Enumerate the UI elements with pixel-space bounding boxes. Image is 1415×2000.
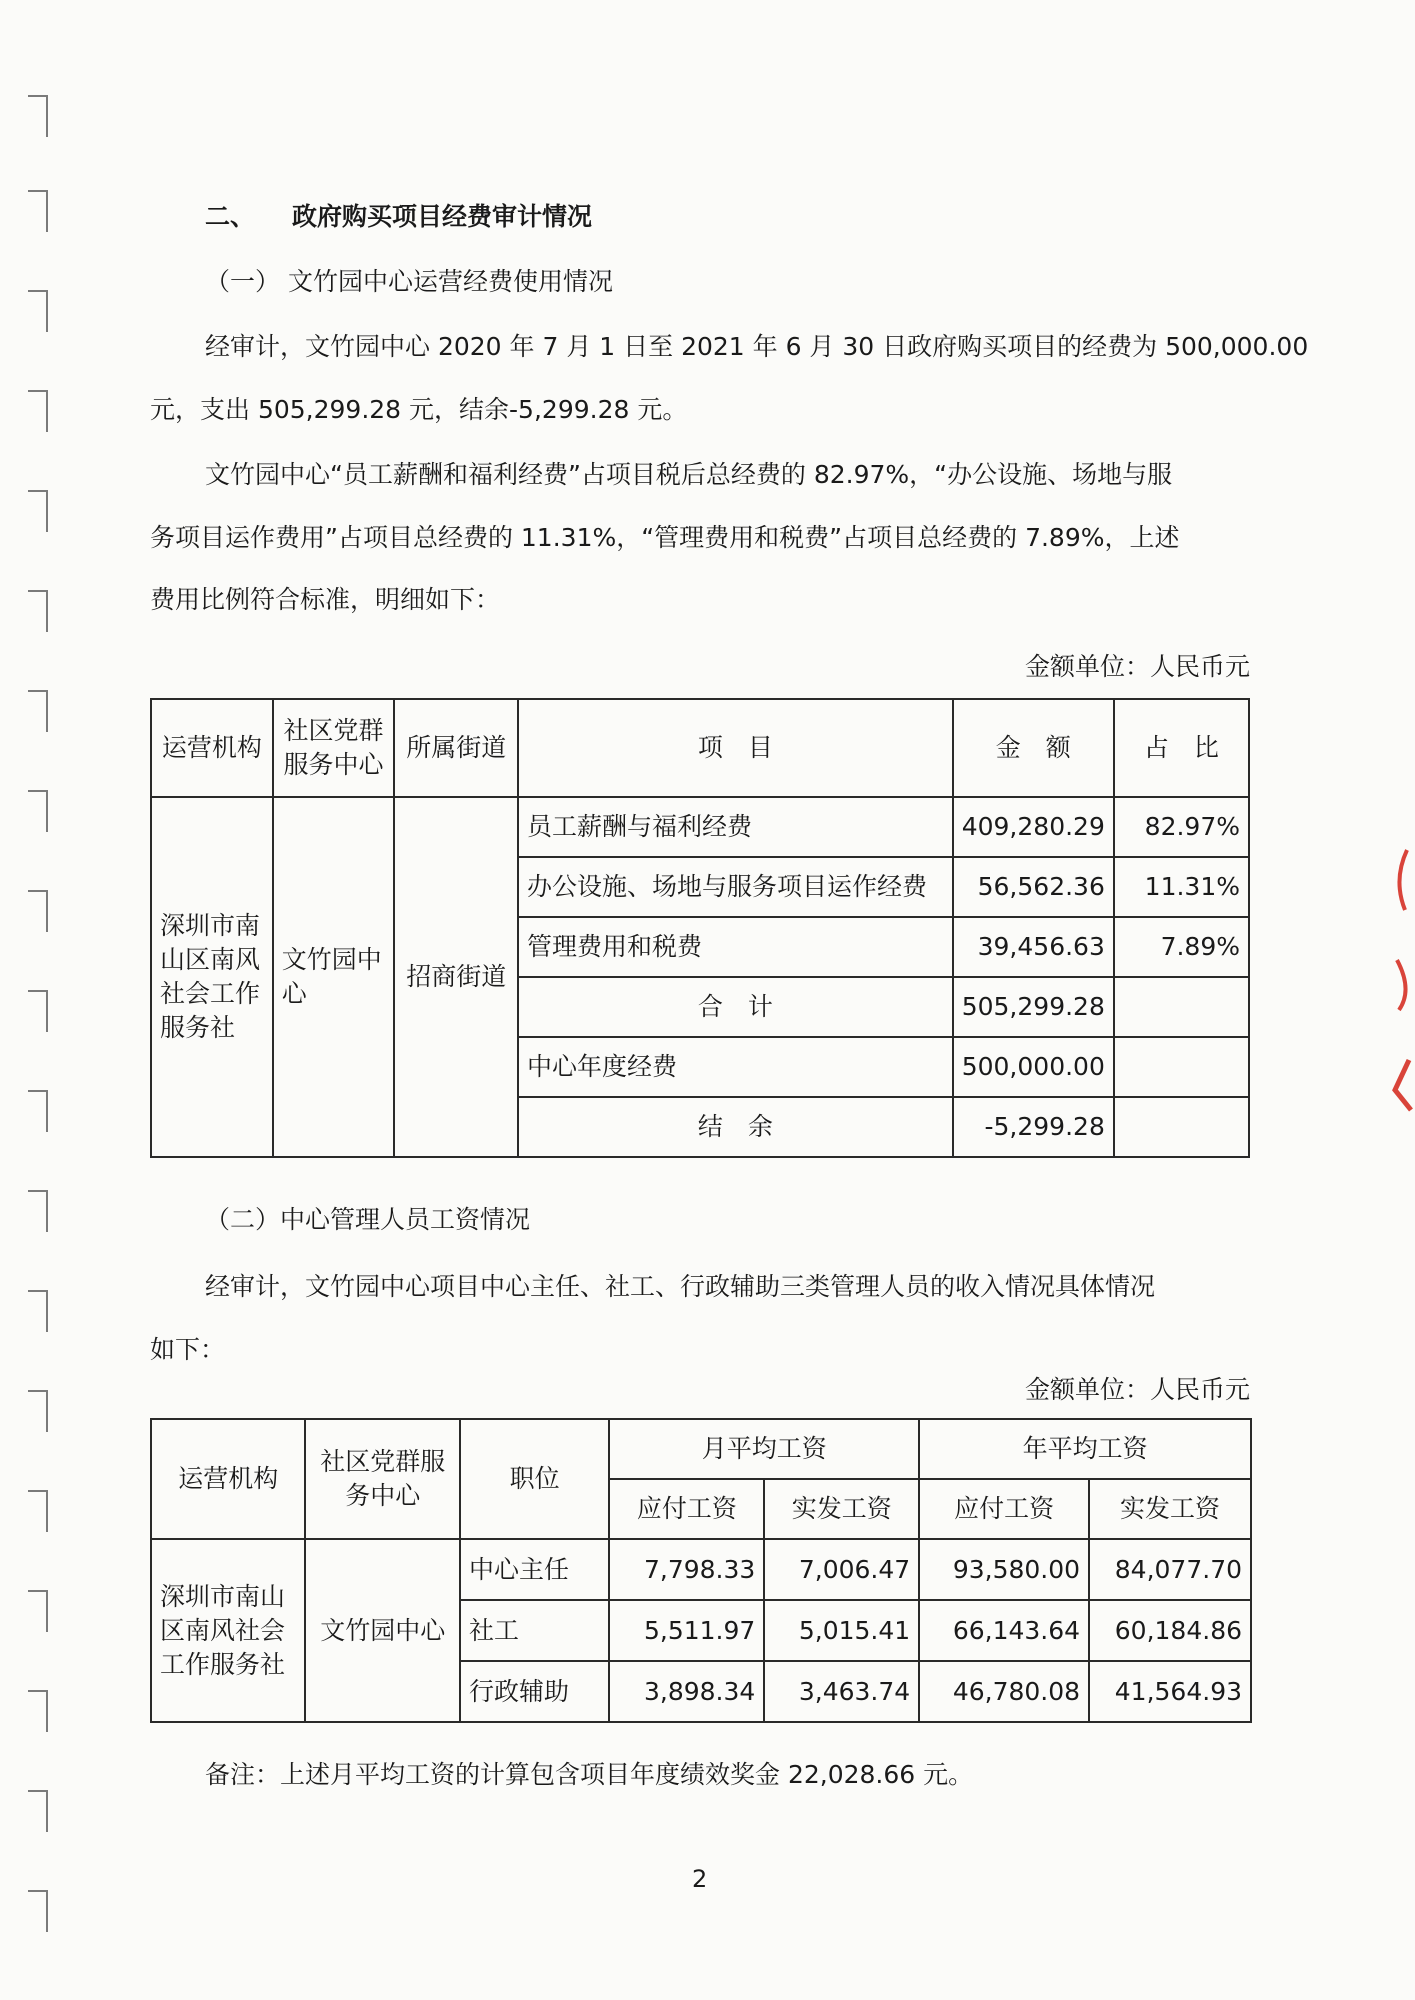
cell-annual-actual: 41,564.93 — [1089, 1661, 1251, 1722]
remark: 备注：上述月平均工资的计算包含项目年度绩效奖金 22,028.66 元。 — [205, 1760, 974, 1789]
cell-item: 结 余 — [518, 1097, 953, 1157]
subsection-heading-2: （二）中心管理人员工资情况 — [205, 1205, 531, 1234]
cell-street: 招商街道 — [394, 797, 518, 1157]
cell-annual-payable: 66,143.64 — [919, 1600, 1089, 1661]
header-annual: 年平均工资 — [919, 1419, 1251, 1479]
cell-annual-actual: 84,077.70 — [1089, 1539, 1251, 1600]
header-org: 运营机构 — [151, 1419, 305, 1539]
subsection-heading-1: （一） 文竹园中心运营经费使用情况 — [205, 267, 613, 296]
paragraph-2-line-2: 务项目运作费用”占项目总经费的 11.31%，“管理费用和税费”占项目总经费的 7.89%，上述 — [150, 523, 1180, 552]
table-header-row — [151, 1419, 1251, 1479]
cell-item: 管理费用和税费 — [518, 917, 953, 977]
header-org: 运营机构 — [151, 699, 273, 797]
cell-monthly-actual: 7,006.47 — [764, 1539, 919, 1600]
cell-amount: 56,562.36 — [953, 857, 1114, 917]
cell-monthly-payable: 3,898.34 — [609, 1661, 764, 1722]
red-seal-stamp — [1385, 840, 1415, 1130]
cell-ratio — [1114, 1097, 1249, 1157]
paragraph-3-line-1: 经审计，文竹园中心项目中心主任、社工、行政辅助三类管理人员的收入情况具体情况 — [205, 1272, 1156, 1301]
cell-annual-actual: 60,184.86 — [1089, 1600, 1251, 1661]
header-item: 项 目 — [518, 699, 953, 797]
cell-amount: 500,000.00 — [953, 1037, 1114, 1097]
paragraph-3-line-2: 如下： — [150, 1335, 226, 1364]
cell-monthly-actual: 5,015.41 — [764, 1600, 919, 1661]
header-street: 所属街道 — [394, 699, 518, 797]
cell-monthly-payable: 7,798.33 — [609, 1539, 764, 1600]
header-position: 职位 — [460, 1419, 609, 1539]
expense-table — [150, 698, 1250, 1158]
cell-ratio: 11.31% — [1114, 857, 1249, 917]
cell-amount: -5,299.28 — [953, 1097, 1114, 1157]
cell-item: 合 计 — [518, 977, 953, 1037]
cell-item: 中心年度经费 — [518, 1037, 953, 1097]
cell-ratio: 7.89% — [1114, 917, 1249, 977]
section-title: 政府购买项目经费审计情况 — [292, 202, 593, 231]
cell-ratio — [1114, 977, 1249, 1037]
header-ratio: 占 比 — [1114, 699, 1249, 797]
section-number: 二、 — [205, 202, 256, 231]
paragraph-2-line-1: 文竹园中心“员工薪酬和福利经费”占项目税后总经费的 82.97%，“办公设施、场地与服 — [205, 460, 1173, 489]
cell-org: 深圳市南山区南风社会工作服务社 — [151, 797, 273, 1157]
cell-monthly-payable: 5,511.97 — [609, 1600, 764, 1661]
cell-annual-payable: 46,780.08 — [919, 1661, 1089, 1722]
cell-monthly-actual: 3,463.74 — [764, 1661, 919, 1722]
cell-item: 办公设施、场地与服务项目运作经费 — [518, 857, 953, 917]
cell-ratio — [1114, 1037, 1249, 1097]
header-annual-payable: 应付工资 — [919, 1479, 1089, 1539]
header-annual-actual: 实发工资 — [1089, 1479, 1251, 1539]
cell-ratio: 82.97% — [1114, 797, 1249, 857]
cell-annual-payable: 93,580.00 — [919, 1539, 1089, 1600]
header-amount: 金 额 — [953, 699, 1114, 797]
cell-item: 员工薪酬与福利经费 — [518, 797, 953, 857]
cell-amount: 39,456.63 — [953, 917, 1114, 977]
cell-amount: 505,299.28 — [953, 977, 1114, 1037]
salary-table — [150, 1418, 1252, 1723]
header-monthly-actual: 实发工资 — [764, 1479, 919, 1539]
header-monthly-payable: 应付工资 — [609, 1479, 764, 1539]
unit-note-1: 金额单位：人民币元 — [1024, 652, 1250, 681]
unit-note-2: 金额单位：人民币元 — [1024, 1375, 1250, 1404]
page-number: 2 — [692, 1865, 708, 1893]
cell-amount: 409,280.29 — [953, 797, 1114, 857]
paragraph-1-line-2: 元，支出 505,299.28 元，结余-5,299.28 元。 — [150, 395, 688, 424]
header-monthly: 月平均工资 — [609, 1419, 919, 1479]
table-row — [151, 1539, 1251, 1600]
header-center: 社区党群服务中心 — [273, 699, 395, 797]
binding-marks — [28, 0, 58, 2000]
cell-position: 行政辅助 — [460, 1661, 609, 1722]
paragraph-1-line-1: 经审计，文竹园中心 2020 年 7 月 1 日至 2021 年 6 月 30 日政府购买项目的经费为 500,000.00 — [205, 332, 1309, 361]
table-row — [151, 797, 1249, 857]
cell-position: 中心主任 — [460, 1539, 609, 1600]
cell-center: 文竹园中心 — [305, 1539, 459, 1722]
header-center: 社区党群服务中心 — [305, 1419, 459, 1539]
cell-position: 社工 — [460, 1600, 609, 1661]
table-header-row — [151, 699, 1249, 797]
paragraph-2-line-3: 费用比例符合标准，明细如下： — [150, 585, 501, 614]
cell-center: 文竹园中心 — [273, 797, 395, 1157]
cell-org: 深圳市南山区南风社会工作服务社 — [151, 1539, 305, 1722]
